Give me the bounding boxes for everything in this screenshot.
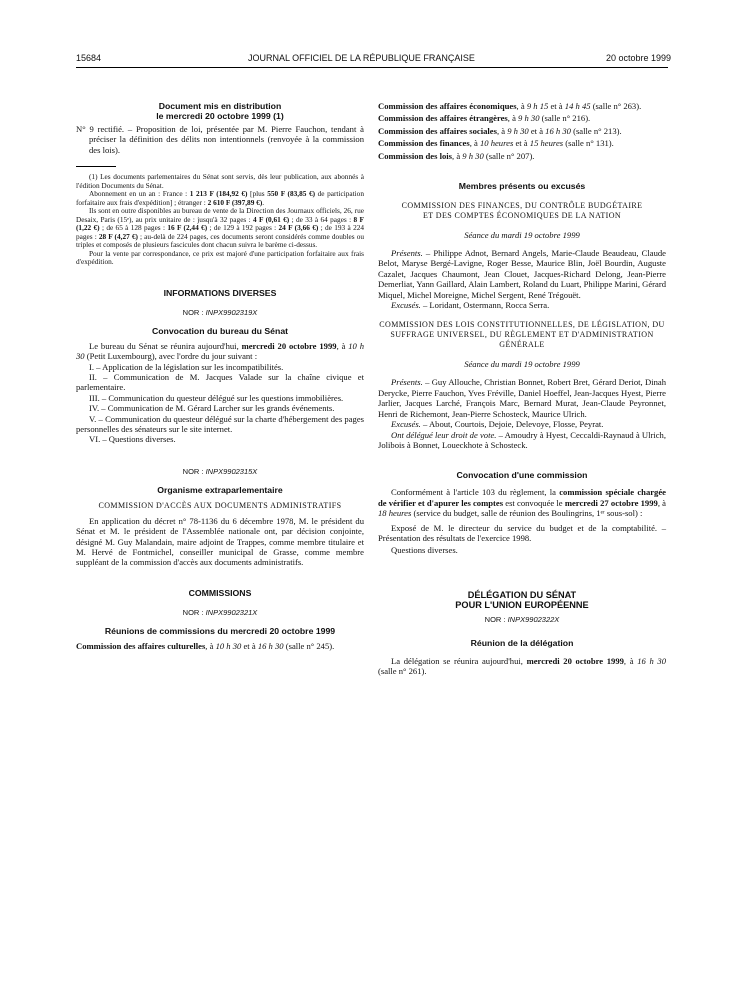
informations-section [76, 288, 364, 445]
distribution-section [76, 101, 364, 267]
header-date: 20 octobre 1999 [606, 53, 672, 63]
convocation-commission-section [378, 470, 666, 555]
delegation-text: La délégation se réunira aujourd'hui, mercredi 20 octobre 1999, à 16 h 30 (salle n° 261). [378, 655, 666, 677]
lois-presents: Présents. – Guy Allouche, Christian Bonnet, Robert Bret, Gérard Deriot, Dinah Derycke, Pierre Fauchon, Yves Fréville, Daniel Hoeffel, Jean-Jacques Hyest, Pierre Jarlier, Jacques Larché, François Marc, Bernard Murat, Jean-Claude Peyronnet, Henri de Richemont, Jean-Pierre Schosteck, Maurice Ulrich. [378, 377, 666, 419]
informations-nor: NOR : INPX9902319X [182, 307, 258, 317]
commissions-heading: COMMISSIONS [188, 587, 252, 598]
agenda-item-3: III. – Communication du questeur délégué sur les questions immobilières. [89, 392, 344, 403]
organisme-text: En application du décret n° 78-1136 du 6 décembre 1978, M. le président du Sénat et M. le président de l'Assemblée nationale ont, par décision conjointe, désigné M. Guy Malandain, maire adjoint de Trappes, comme membre titulaire et M. Hervé de Fontmichel, conseiller municipal de Grasse, comme membre suppléant de la commission d'accès aux documents administratifs. [76, 515, 364, 568]
meeting-affaires-sociales: Commission des affaires sociales, à 9 h 30 et à 16 h 30 (salle n° 213). [378, 125, 622, 136]
footnote-2: Abonnement en un an : France : 1 213 F (184,92 €) [plus 550 F (83,85 €) de participation forfaitaire aux frais d'expédition] ; étranger : 2 610 F (397,89 €). [76, 189, 364, 207]
agenda-item-1: I. – Application de la législation sur les incompatibilités. [89, 361, 284, 372]
agenda-item-2: II. – Communication de M. Jacques Valade sur la chaîne civique et parlementaire. [76, 371, 364, 393]
agenda-item-6: VI. – Questions diverses. [89, 434, 176, 445]
informations-heading: INFORMATIONS DIVERSES [163, 287, 277, 298]
finances-excuses: Excusés. – Loridant, Ostermann, Rocca Serra. [391, 300, 550, 311]
lois-excuses: Excusés. – About, Courtois, Dejoie, Delevoye, Flosse, Peyrat. [391, 419, 604, 430]
membres-heading: Membres présents ou excusés [458, 181, 586, 192]
finances-presents: Présents. – Philippe Adnot, Bernard Angels, Marie-Claude Beaudeau, Claude Belot, Maryse Bergé-Lavigne, Roger Besse, Maurice Blin, Joël Bourdin, Auguste Cazalet, Jacques Chaumont, Jean Clouet, Jacques-Richard Delong, Jean-Pierre Demerliat, Yann Gaillard, Alain Lambert, Roland du Luart, Philippe Marini, Gérard Miquel, Michel Moreigne, Michel Sergent, René Trégouët. [378, 248, 666, 300]
agenda-item-4: IV. – Communication de M. Gérard Larcher sur les grands événements. [89, 403, 335, 414]
meeting-lois: Commission des lois, à 9 h 30 (salle n° 207). [378, 150, 535, 161]
convocation-commission-heading: Convocation d'une commission [456, 470, 588, 481]
finances-commission-title: COMMISSION DES FINANCES, DU CONTRÔLE BUDGÉTAIRE ET DES COMPTES ÉCONOMIQUES DE LA NATION [401, 201, 643, 221]
delegation-section [378, 590, 666, 677]
journal-title: JOURNAL OFFICIEL DE LA RÉPUBLIQUE FRANÇAISE [248, 53, 475, 63]
convocation-bureau-heading: Convocation du bureau du Sénat [151, 325, 289, 336]
footnote-1: (1) Les documents parlementaires du Sénat sont servis, dès leur publication, aux abonnés à l'édition Documents du Sénat. [76, 172, 364, 190]
footnote-4: Pour la vente par correspondance, ce prix est majoré d'une participation forfaitaire aux frais d'expédition. [76, 248, 364, 267]
lois-delegations: Ont délégué leur droit de vote. – Amoudry à Hyest, Ceccaldi-Raynaud à Ulrich, Jolibois à Bonnet, Loueckhote à Schosteck. [378, 429, 667, 450]
delegation-nor: NOR : INPX9902322X [484, 614, 560, 624]
meeting-affaires-economiques: Commission des affaires économiques, à 9 h 15 et à 14 h 45 (salle n° 263). [378, 101, 642, 111]
cada-title: COMMISSION D'ACCÈS AUX DOCUMENTS ADMINISTRATIFS [98, 500, 342, 510]
commissions-section [76, 588, 364, 651]
convocation-commission-text: Conformément à l'article 103 du règlement, la commission spéciale chargée de vérifier et d'apurer les comptes est convoquée le mercredi 27 octobre 1999, à 18 heures (service du budget, salle de réunion des Boulingrins, 1ᵉʳ sous-sol) : [378, 487, 666, 519]
distribution-title: Document mis en distribution le mercredi 20 octobre 1999 (1) [156, 101, 284, 121]
left-column [76, 101, 364, 651]
footnote-rule [76, 166, 116, 167]
finances-seance: Séance du mardi 19 octobre 1999 [464, 230, 580, 241]
distribution-item: N° 9 rectifié. – Proposition de loi, présentée par M. Pierre Fauchon, tendant à préciser la définition des délits non intentionnels (renvoyée à la commission des lois). [76, 124, 364, 155]
delegation-heading: DÉLÉGATION DU SÉNAT POUR L'UNION EUROPÉENNE [455, 589, 589, 610]
agenda-item-5: V. – Communication du questeur délégué sur la charte d'hébergement des pages personnelles des sénateurs sur le site internet. [76, 413, 364, 434]
footnote-3: Ils sont en outre disponibles au bureau de vente de la Direction des Journaux officiels, 26, rue Desaix, Paris (15ᵉ), au prix unitaire de : jusqu'à 32 pages : 4 F (0,61 €) ; de 33 à 64 pages : 8 F (1,22 €) ; de 65 à 128 pages : 16 F (2,44 €) ; de 129 à 192 pages : 24 F (3,66 €) ; de 193 à 224 pages : 28 F (4,27 €) ; au-delà de 224 pages, ces documents seront considérés comme doubles ou triples et composés de plusieurs fascicules dont chacun suivra le barème ci-dessus. [76, 206, 365, 250]
right-column [378, 101, 666, 677]
meeting-finances: Commission des finances, à 10 heures et à 15 heures (salle n° 131). [378, 138, 614, 149]
convocation-commission-expose: Exposé de M. le directeur du service du budget et de la comptabilité. – Présentation des résultats de l'exercice 1998. [378, 522, 666, 543]
reunions-heading: Réunions de commissions du mercredi 20 octobre 1999 [104, 625, 336, 636]
reunion-delegation-heading: Réunion de la délégation [470, 637, 574, 648]
convocation-bureau-intro: Le bureau du Sénat se réunira aujourd'hui, mercredi 20 octobre 1999, à 10 h 30 (Petit Luxembourg), avec l'ordre du jour suivant : [76, 340, 365, 362]
lois-commission-title: COMMISSION DES LOIS CONSTITUTIONNELLES, DE LÉGISLATION, DU SUFFRAGE UNIVERSEL, DU RÈGLEMENT ET D'ADMINISTRATION GÉNÉRALE [379, 320, 665, 350]
convocation-commission-questions: Questions diverses. [391, 545, 458, 556]
organisme-section [76, 467, 364, 568]
organisme-heading: Organisme extraparlementaire [157, 484, 283, 495]
page-number: 15684 [76, 53, 102, 63]
meeting-affaires-etrangeres: Commission des affaires étrangères, à 9 h 30 (salle n° 216). [378, 113, 591, 124]
commissions-nor: NOR : INPX9902321X [182, 607, 258, 617]
meeting-affaires-culturelles: Commission des affaires culturelles, à 10 h 30 et à 16 h 30 (salle n° 245). [76, 640, 335, 651]
membres-section [378, 181, 666, 450]
lois-seance: Séance du mardi 19 octobre 1999 [464, 359, 580, 370]
header-rule [76, 67, 668, 68]
meetings-continued [378, 101, 666, 161]
organisme-nor: NOR : INPX9902315X [182, 466, 258, 476]
